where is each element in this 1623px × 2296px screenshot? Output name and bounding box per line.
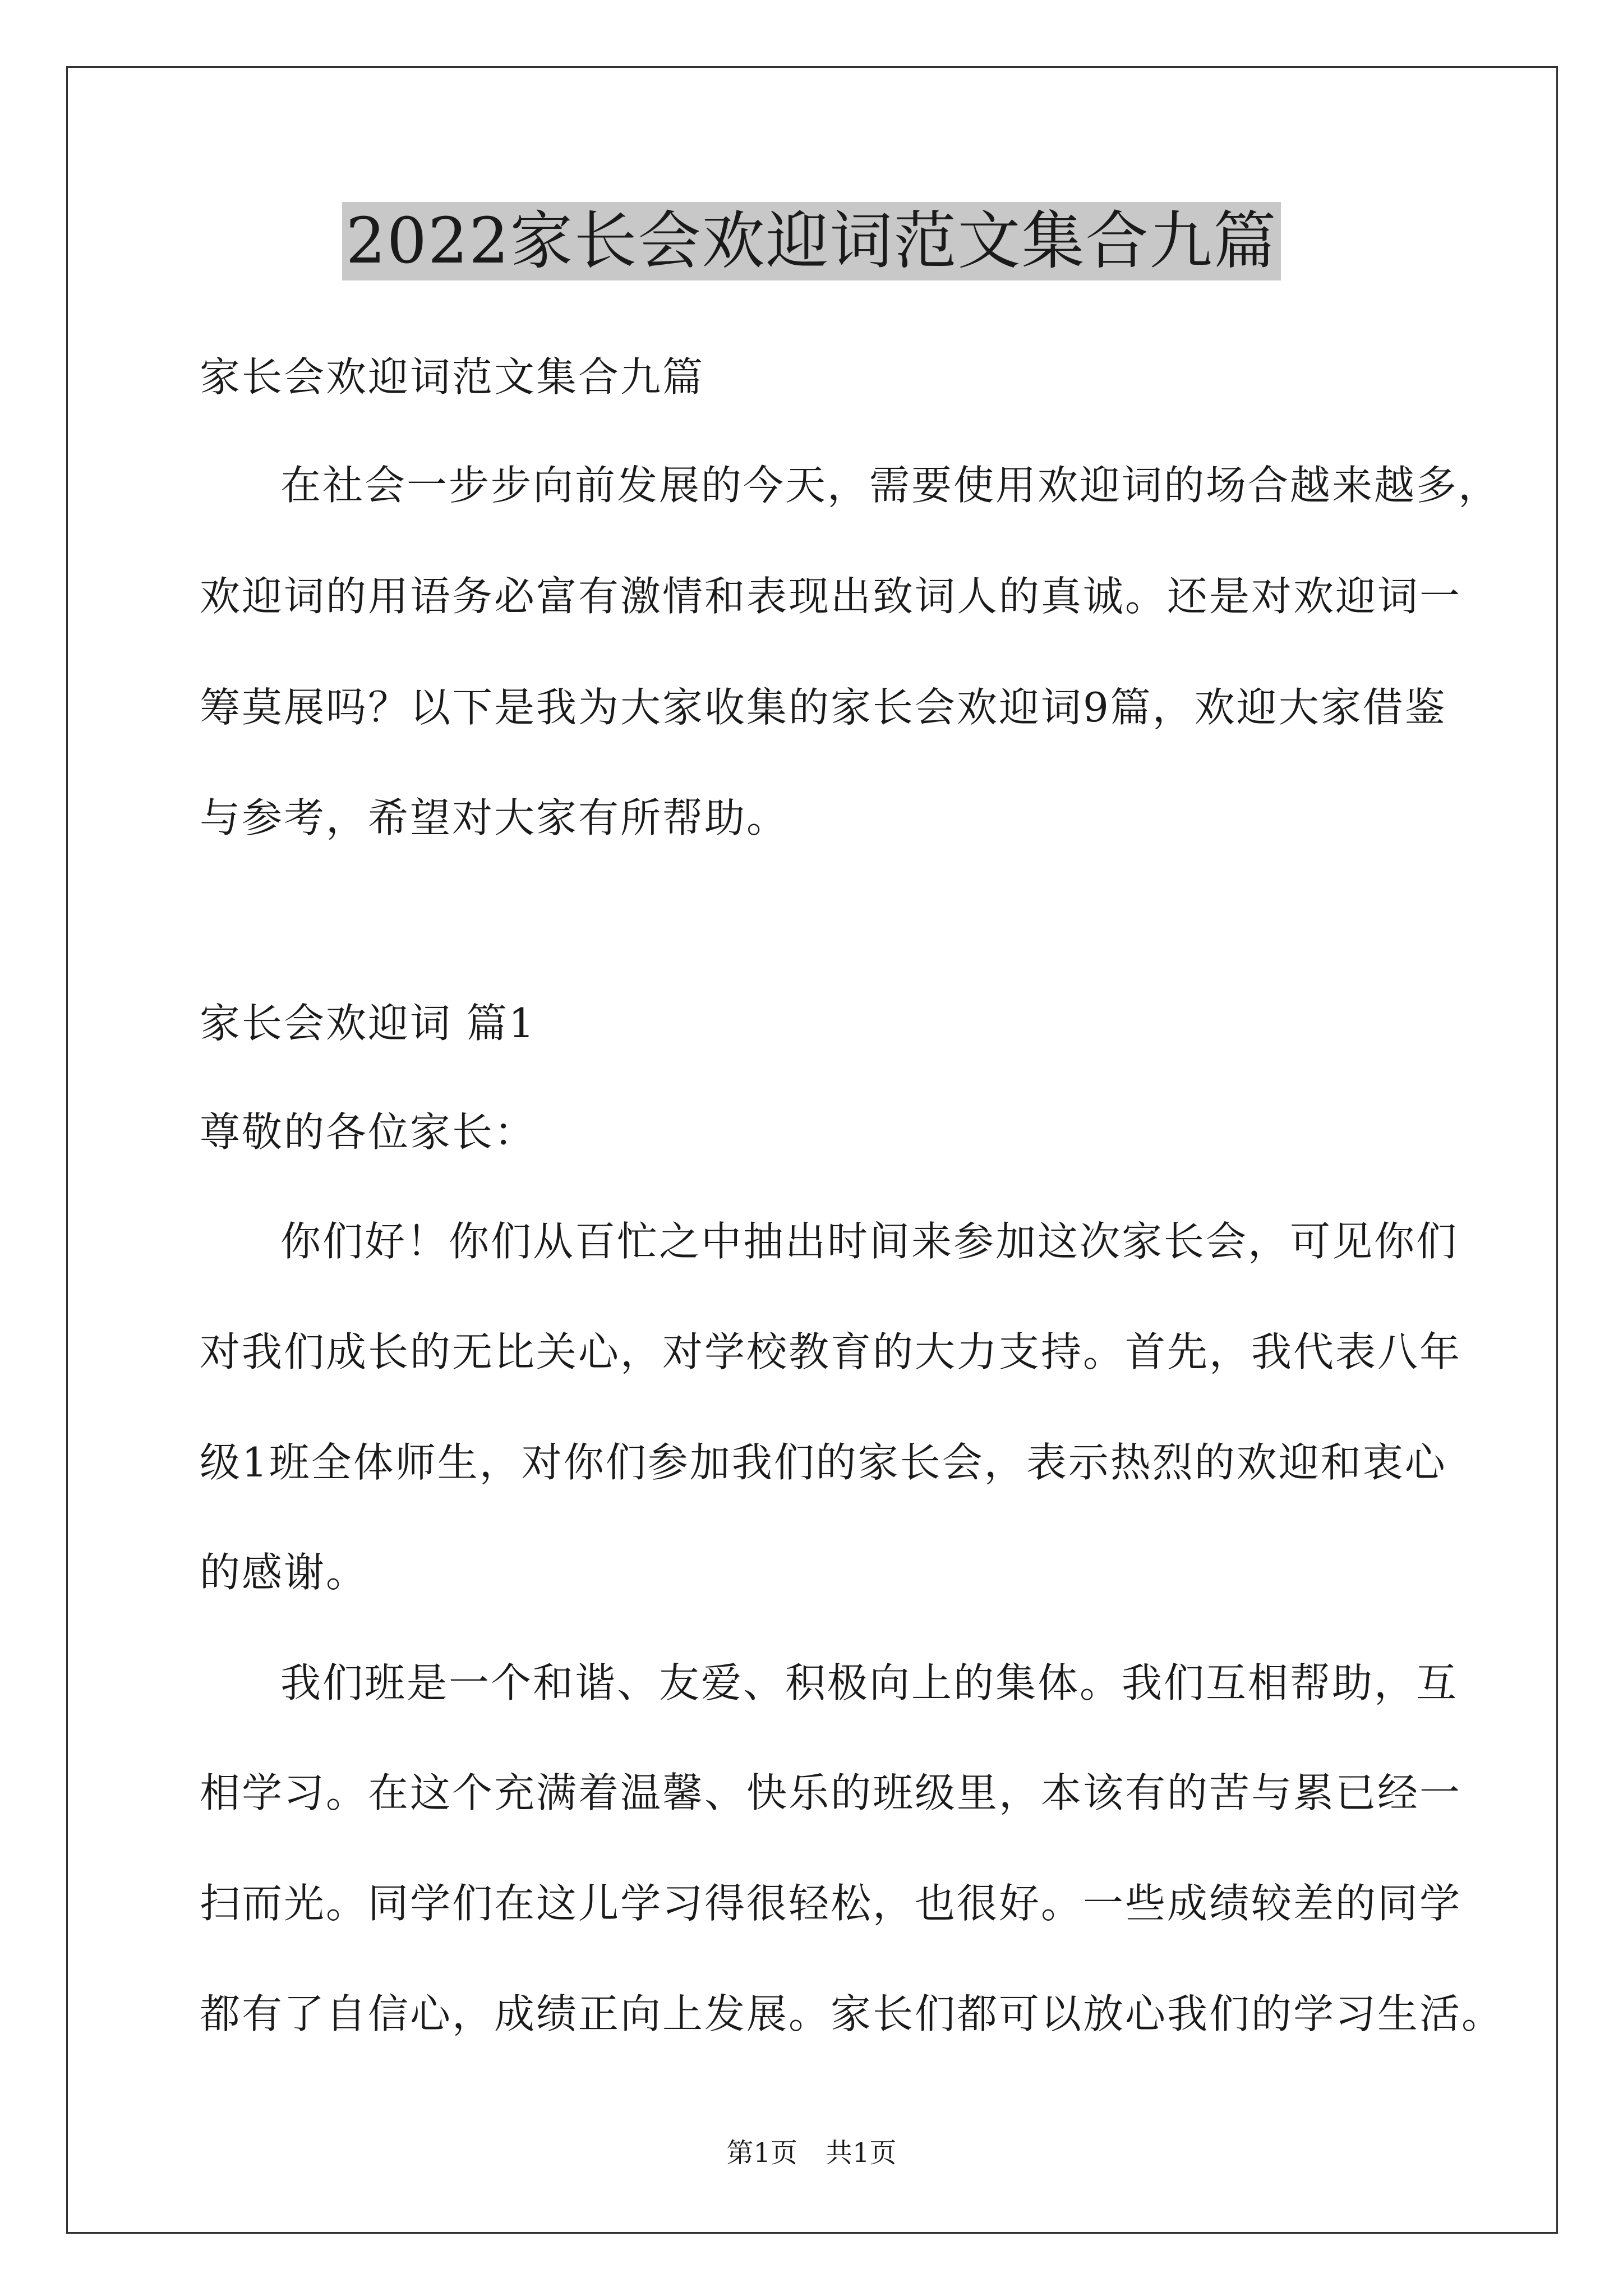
page-number-total: 共1页	[826, 2137, 897, 2169]
subtitle: 家长会欢迎词范文集合九篇	[200, 353, 705, 401]
page-footer	[0, 2136, 1623, 2170]
intro-line: 与参考，希望对大家有所帮助。	[200, 794, 789, 841]
paragraph-line: 都有了自信心，成绩正向上发展。家长们都可以放心我们的学习生活。	[200, 1990, 1504, 2037]
paragraph-line: 相学习。在这个充满着温馨、快乐的班级里，本该有的苦与累已经一	[200, 1769, 1462, 1816]
paragraph-line: 的感谢。	[200, 1549, 368, 1596]
salutation: 尊敬的各位家长：	[200, 1108, 537, 1156]
paragraph-line: 我们班是一个和谐、友爱、积极向上的集体。我们互相帮助，互	[280, 1659, 1459, 1706]
intro-line: 欢迎词的用语务必富有激情和表现出致词人的真诚。还是对欢迎词一	[200, 573, 1462, 620]
document-title: 2022家长会欢迎词范文集合九篇	[342, 202, 1280, 280]
intro-line: 在社会一步步向前发展的今天，需要使用欢迎词的场合越来越多，	[280, 462, 1501, 509]
paragraph-line: 你们好！你们从百忙之中抽出时间来参加这次家长会，可见你们	[280, 1218, 1459, 1265]
section-heading: 家长会欢迎词 篇1	[200, 1000, 536, 1047]
paragraph-line: 对我们成长的无比关心，对学校教育的大力支持。首先，我代表八年	[200, 1328, 1462, 1375]
intro-line: 筹莫展吗？以下是我为大家收集的家长会欢迎词9篇，欢迎大家借鉴	[200, 684, 1447, 731]
title-container	[0, 202, 1623, 280]
paragraph-line: 扫而光。同学们在这儿学习得很轻松，也很好。一些成绩较差的同学	[200, 1880, 1462, 1927]
page-number-current: 第1页	[726, 2137, 797, 2169]
paragraph-line: 级1班全体师生，对你们参加我们的家长会，表示热烈的欢迎和衷心	[200, 1439, 1447, 1486]
